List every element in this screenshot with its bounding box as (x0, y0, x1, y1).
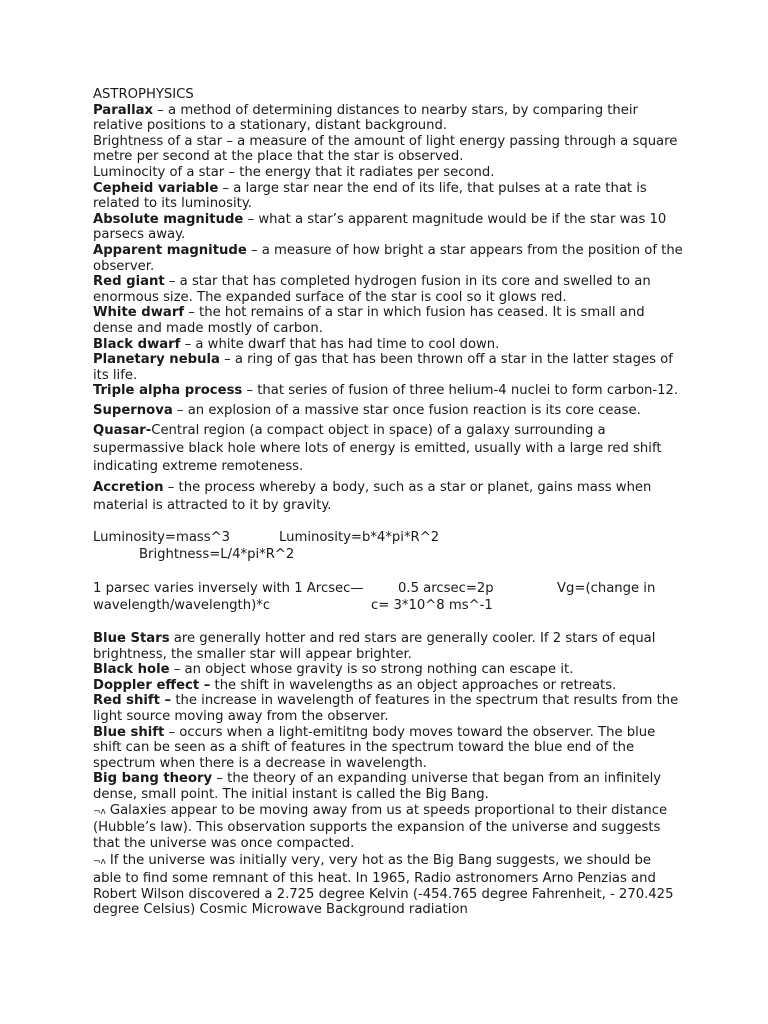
glossary-entry (93, 352, 683, 383)
glossary-section-1 (93, 103, 683, 515)
formula-luminosity-mass: Luminosity=mass^3 (93, 530, 231, 546)
glossary-definition: – a star that has completed hydrogen fusion in its core and swelled to an enormous size. The expanded surface of the star is cool so it glows red. (93, 274, 651, 305)
glossary-term: Supernova (93, 402, 173, 418)
glossary-entry (93, 274, 683, 305)
glossary-definition: – an explosion of a massive star once fusion reaction is its core cease. (172, 402, 641, 418)
glossary-definition: – that series of fusion of three helium-4 nuclei to form carbon-12. (242, 383, 679, 399)
bullet-marker-icon: ¬ʌ (93, 857, 106, 868)
glossary-entry (93, 631, 683, 662)
glossary-definition: Brightness of a star – a measure of the amount of light energy passing through a square metre per second at the place that the star is observed. (93, 133, 678, 165)
glossary-entry (93, 402, 683, 419)
glossary-entry (93, 725, 683, 772)
glossary-term: Accretion (93, 479, 164, 495)
glossary-entry (93, 134, 683, 165)
glossary-entry (93, 181, 683, 212)
glossary-definition: – a method of determining distances to nearby stars, by comparing their relative positions to a stationary, distant background. (93, 102, 638, 134)
glossary-definition: are generally hotter and red stars are generally cooler. If 2 stars of equal brightness, the smaller star will appear brighter. (93, 631, 656, 662)
formula-row (93, 581, 683, 598)
list-item (93, 803, 683, 852)
formula-arcsec: 0.5 arcsec=2p (398, 581, 494, 597)
glossary-definition: the shift in wavelengths as an object approaches or retreats. (210, 677, 617, 693)
glossary-definition: Central region (a compact object in space) of a galaxy surrounding a supermassive black hole where lots of energy is emitted, usually with a large red shift indicating extreme remoteness. (93, 422, 662, 474)
glossary-definition: – a ring of gas that has been thrown off a star in the latter stages of its life. (93, 352, 673, 383)
formula-vg: Vg=(change in (557, 581, 656, 597)
formulas-section (93, 530, 683, 615)
glossary-term: Planetary nebula (93, 352, 220, 368)
glossary-term: Red shift – (93, 693, 172, 709)
glossary-term: Red giant (93, 274, 165, 290)
formula-brightness: Brightness=L/4*pi*R^2 (139, 547, 295, 563)
glossary-entry (93, 337, 683, 353)
glossary-term: Quasar- (93, 422, 152, 438)
formula-parsec: 1 parsec varies inversely with 1 Arcsec— (93, 581, 364, 597)
bullet-marker-icon: ¬ʌ (93, 806, 106, 817)
glossary-term: Absolute magnitude (93, 211, 244, 227)
glossary-entry (93, 383, 683, 399)
glossary-term: Big bang theory (93, 771, 213, 787)
glossary-definition: – occurs when a light-emititng body moves toward the observer. The blue shift can be seen as a shift of features in the spectrum toward the blue end of the spectrum when there is a decrease in wavelength. (93, 724, 656, 771)
glossary-definition: – a measure of how bright a star appears from the position of the observer. (93, 242, 683, 274)
list-item-text: Galaxies appear to be moving away from us at speeds proportional to their distance (Hubble’s law). This observation supports the expansion of the universe and suggests that the universe was once compacted. (93, 802, 668, 851)
glossary-entry (93, 771, 683, 802)
glossary-entry (93, 422, 683, 476)
glossary-entry (93, 103, 683, 134)
glossary-entry (93, 678, 683, 694)
glossary-definition: – the process whereby a body, such as a star or planet, gains mass when material is attracted to it by gravity. (93, 479, 652, 513)
formula-row (93, 598, 683, 615)
list-item (93, 853, 683, 917)
glossary-definition: – a white dwarf that has had time to cool down. (180, 336, 500, 352)
document-heading: ASTROPHYSICS (93, 87, 194, 102)
glossary-term: Blue shift (93, 724, 165, 740)
glossary-entry (93, 305, 683, 336)
glossary-entry (93, 662, 683, 678)
glossary-section-2 (93, 631, 683, 803)
formula-luminosity-radius: Luminosity=b*4*pi*R^2 (279, 530, 440, 546)
glossary-entry (93, 693, 683, 724)
formula-row (93, 530, 683, 547)
glossary-definition: – a large star near the end of its life, that pulses at a rate that is related to its luminosity. (93, 180, 647, 212)
formula-speed-of-light: c= 3*10^8 ms^-1 (371, 598, 493, 614)
glossary-term: Blue Stars (93, 631, 170, 647)
glossary-term: Apparent magnitude (93, 242, 247, 258)
bullet-list (93, 803, 683, 918)
glossary-entry (93, 212, 683, 243)
glossary-term: Black dwarf (93, 336, 181, 352)
glossary-term: Black hole (93, 662, 170, 678)
glossary-definition: Luminocity of a star – the energy that it radiates per second. (93, 164, 495, 180)
glossary-definition: – the hot remains of a star in which fusion has ceased. It is small and dense and made mostly of carbon. (93, 305, 645, 336)
formula-vg-cont: wavelength/wavelength)*c (93, 598, 271, 614)
glossary-definition: – what a star’s apparent magnitude would be if the star was 10 parsecs away. (93, 211, 667, 243)
glossary-definition: – an object whose gravity is so strong nothing can escape it. (169, 662, 574, 678)
glossary-term: Cepheid variable (93, 180, 219, 196)
glossary-entry (93, 165, 683, 181)
document-body (93, 87, 683, 918)
glossary-term: Triple alpha process (93, 383, 243, 399)
glossary-entry (93, 243, 683, 274)
glossary-term: White dwarf (93, 305, 185, 321)
glossary-entry (93, 479, 683, 515)
glossary-term: Doppler effect – (93, 677, 211, 693)
formula-row (93, 547, 683, 564)
glossary-term: Parallax (93, 102, 154, 118)
list-item-text: If the universe was initially very, very hot as the Big Bang suggests, we should be able to find some remnant of this heat. In 1965, Radio astronomers Arno Penzias and Robert Wilson discovered a 2.725 degree Kelvin (-454.765 degree Fahrenheit, - 270.425 degree Celsius) Cosmic Microwave Background radiation (93, 853, 674, 918)
glossary-definition: the increase in wavelength of features in the spectrum that results from the light source moving away from the observer. (93, 693, 679, 725)
glossary-definition: – the theory of an expanding universe that began from an infinitely dense, small point. The initial instant is called the Big Bang. (93, 771, 662, 802)
